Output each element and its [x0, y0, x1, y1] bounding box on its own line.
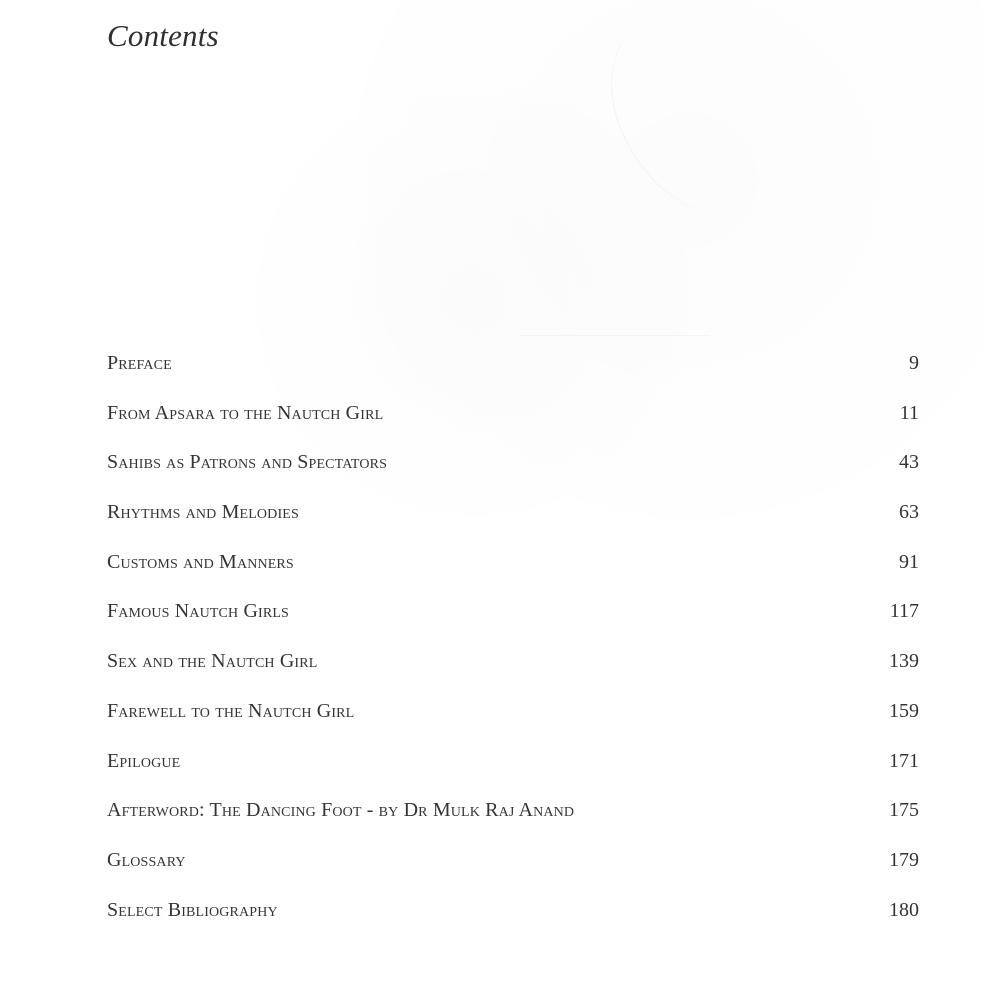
toc-row-afterword	[107, 798, 919, 848]
table-of-contents	[107, 351, 919, 947]
toc-page-number: 43	[899, 451, 919, 474]
toc-page-number: 159	[889, 699, 919, 722]
toc-row-epilogue	[107, 749, 919, 799]
toc-page-number: 179	[889, 848, 919, 871]
toc-entry-title: Rhythms and Melodies	[107, 501, 299, 524]
toc-row-bibliography	[107, 898, 919, 948]
toc-entry-title: Epilogue	[107, 749, 181, 772]
scan-mark	[589, 0, 803, 239]
toc-entry-title: From Apsara to the Nautch Girl	[107, 401, 384, 424]
toc-page-number: 171	[889, 749, 919, 772]
toc-page-number: 9	[909, 352, 919, 374]
toc-page-number: 63	[899, 501, 919, 524]
toc-page-number: 180	[889, 898, 919, 921]
toc-row-preface	[107, 351, 919, 401]
toc-row-customs	[107, 550, 919, 600]
scan-mark	[520, 335, 710, 338]
toc-row-sahibs	[107, 450, 919, 500]
toc-row-famous	[107, 599, 919, 649]
toc-entry-title: Famous Nautch Girls	[107, 600, 289, 623]
toc-entry-title: Sahibs as Patrons and Spectators	[107, 451, 388, 474]
toc-entry-title: Customs and Manners	[107, 550, 294, 573]
toc-page-number: 11	[899, 401, 919, 424]
toc-entry-title: Glossary	[107, 848, 186, 871]
toc-page-number: 139	[889, 650, 919, 673]
toc-row-glossary	[107, 848, 919, 898]
toc-entry-title: Select Bibliography	[107, 898, 278, 921]
toc-entry-title: Afterword: The Dancing Foot - by Dr Mulk Raj Anand	[107, 799, 575, 822]
toc-row-sex	[107, 649, 919, 699]
toc-page-number: 117	[889, 600, 919, 623]
toc-entry-title: Sex and the Nautch Girl	[107, 650, 318, 673]
toc-page-number: 91	[899, 550, 919, 573]
toc-page-number: 175	[889, 799, 919, 822]
toc-row-farewell	[107, 699, 919, 749]
toc-row-from-apsara	[107, 401, 919, 451]
toc-entry-title: Preface	[107, 352, 172, 374]
toc-entry-title: Farewell to the Nautch Girl	[107, 699, 355, 722]
page-title: Contents	[107, 18, 219, 53]
toc-row-rhythms	[107, 500, 919, 550]
